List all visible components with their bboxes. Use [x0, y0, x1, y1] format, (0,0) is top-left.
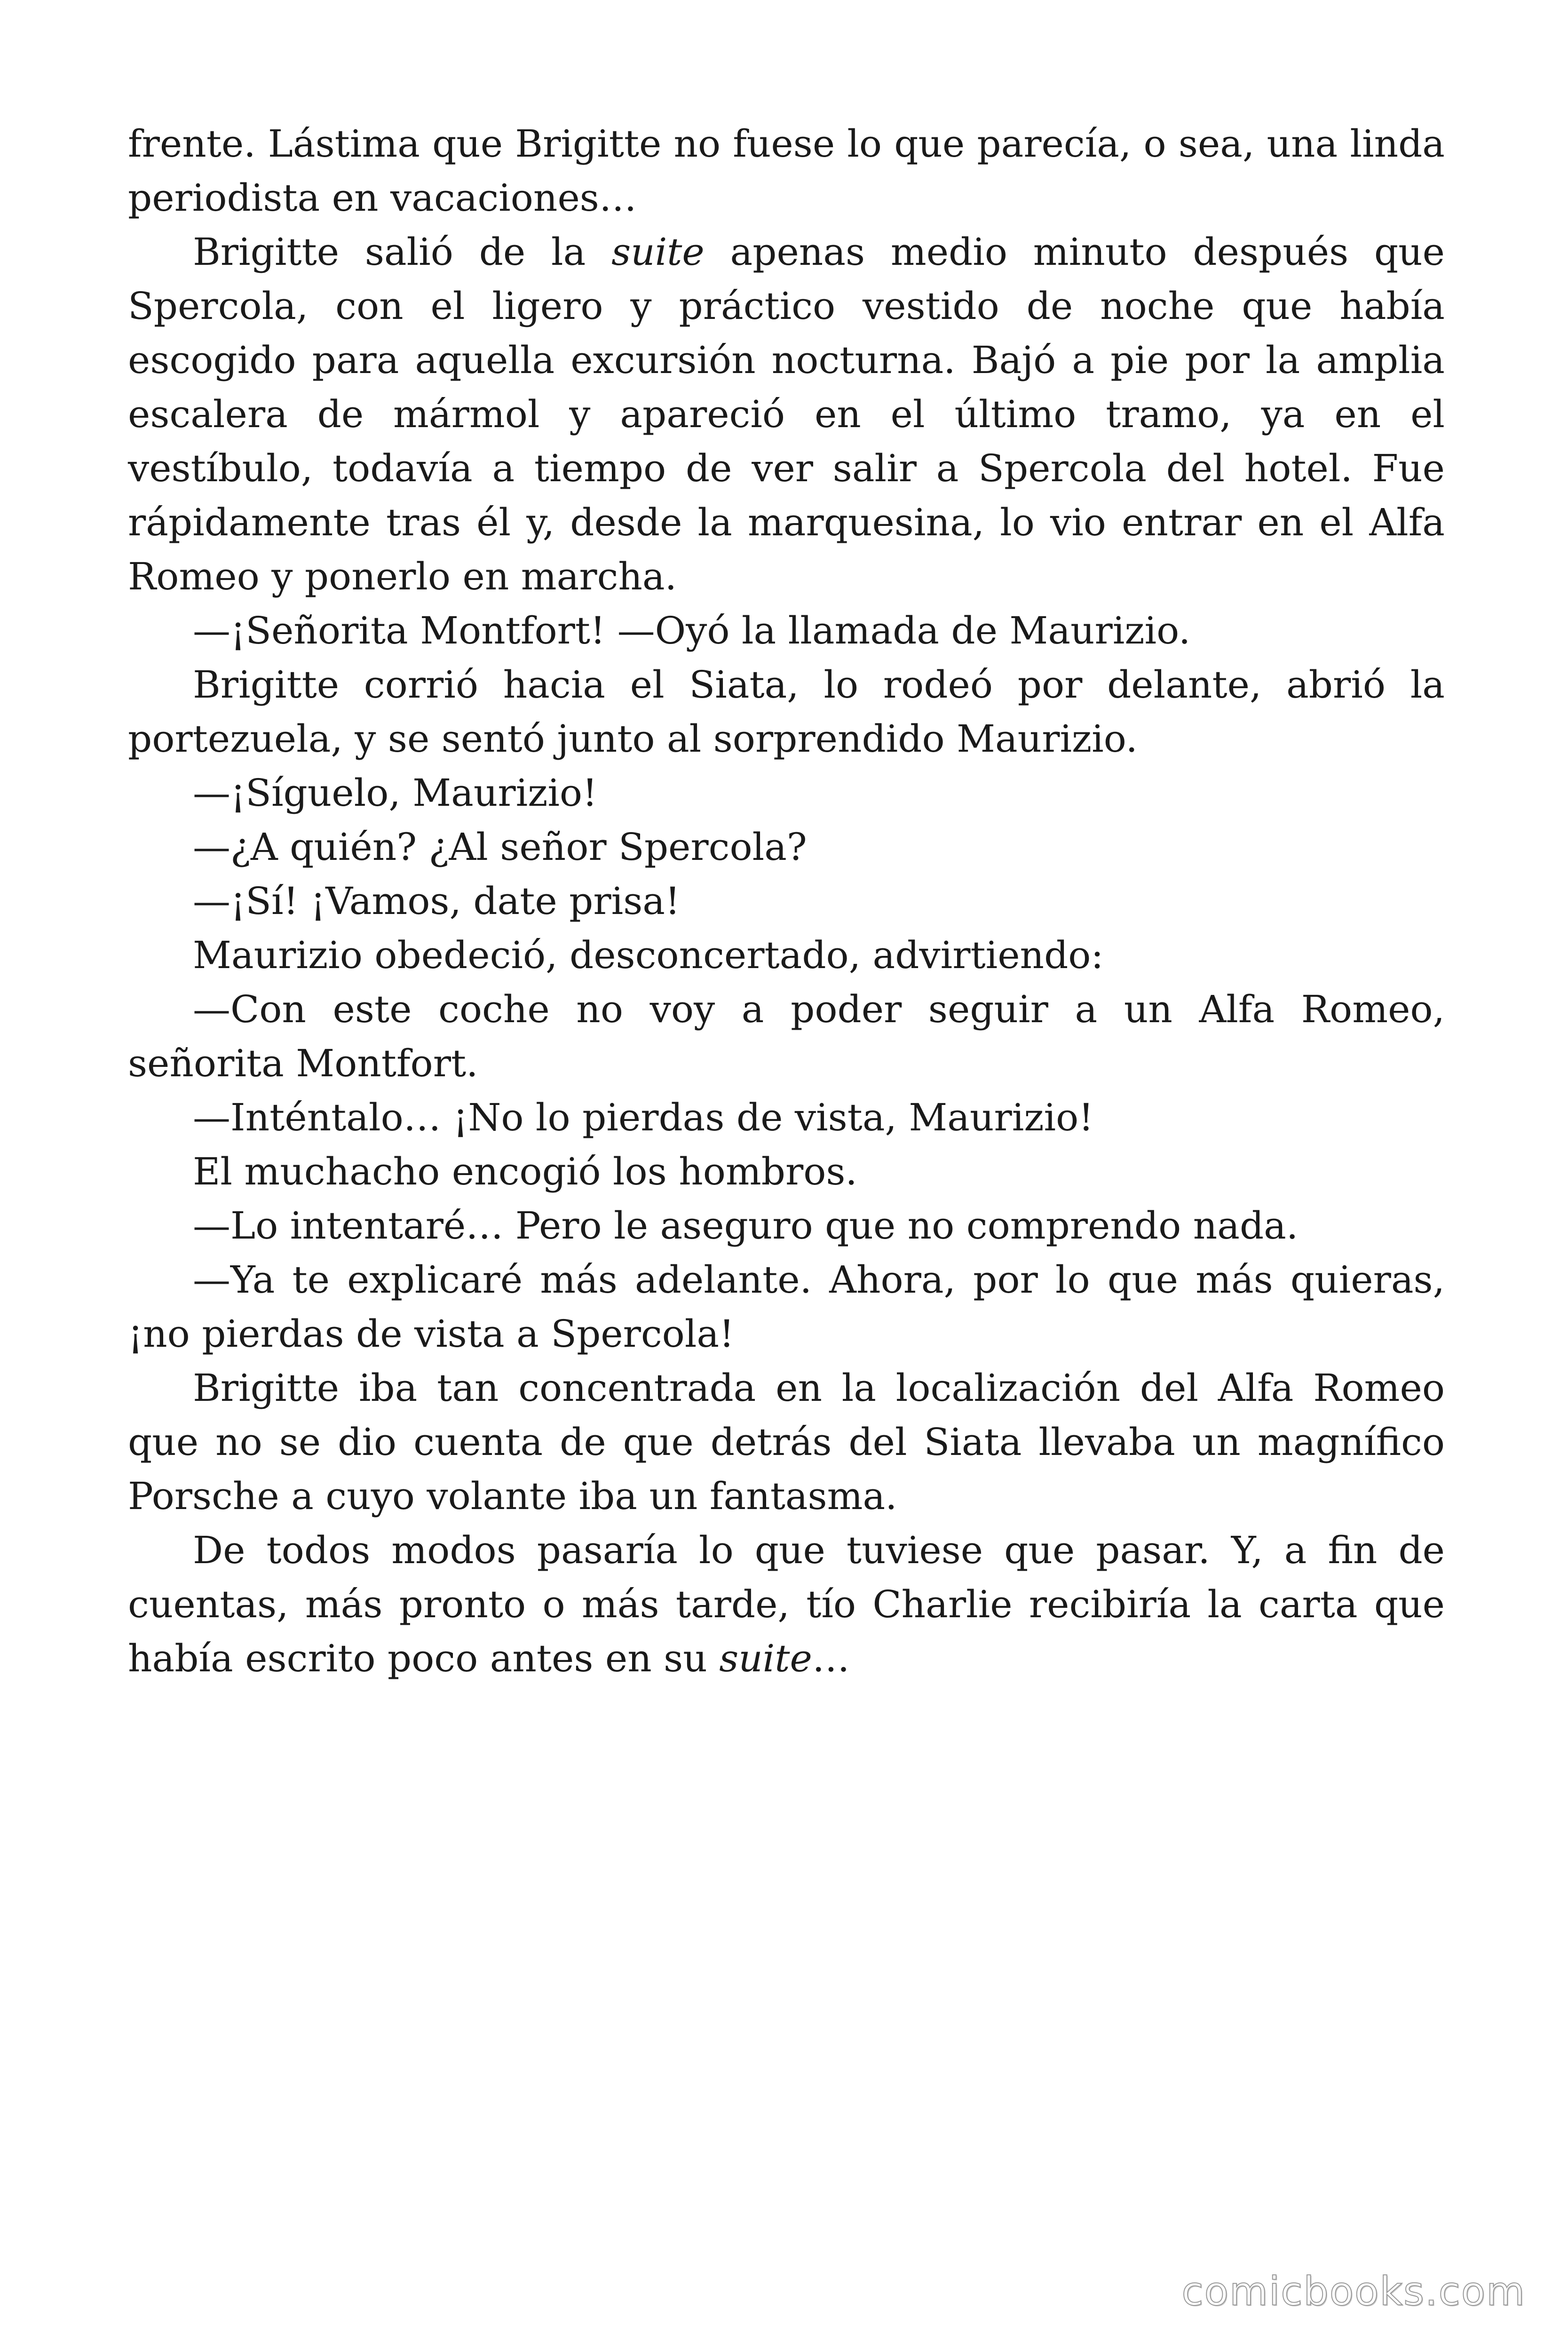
paragraph [128, 928, 1445, 982]
body-text [128, 117, 1445, 1685]
paragraph [128, 1253, 1445, 1361]
text-segment: —Inténtalo… ¡No lo pierdas de vista, Maurizio! [193, 1096, 1094, 1139]
text-segment: —¡Señorita Montfort! —Oyó la llamada de Maurizio. [193, 609, 1191, 652]
text-segment: apenas medio minuto después que Spercola, con el ligero y práctico vestido de noche que había escogido para aquella excursión nocturna. Bajó a pie por la amplia escalera de mármol y apareció en el último tramo, ya en el vestíbulo, todavía a tiempo de ver salir a Spercola del hotel. Fue rápidamente tras él y, desde la marquesina, lo vio entrar en el Alfa Romeo y ponerlo en marcha. [128, 230, 1445, 598]
site-watermark: comicbooks.com [1181, 2268, 1526, 2314]
paragraph [128, 982, 1445, 1090]
paragraph [128, 1199, 1445, 1253]
paragraph [128, 1361, 1445, 1523]
paragraph [128, 117, 1445, 225]
paragraph [128, 1144, 1445, 1199]
text-segment: —¡Síguelo, Maurizio! [193, 771, 598, 815]
text-segment: Brigitte corrió hacia el Siata, lo rodeó por delante, abrió la portezuela, y se sentó junto al sorprendido Maurizio. [128, 663, 1445, 761]
text-segment: —¿A quién? ¿Al señor Spercola? [193, 825, 807, 869]
book-page [128, 117, 1445, 1685]
paragraph [128, 604, 1445, 658]
paragraph [128, 766, 1445, 820]
text-segment: —Ya te explicaré más adelante. Ahora, por lo que más quieras, ¡no pierdas de vista a Spercola! [128, 1258, 1445, 1356]
paragraph [128, 1523, 1445, 1685]
text-segment: Brigitte iba tan concentrada en la localización del Alfa Romeo que no se dio cuenta de que detrás del Siata llevaba un magnífico Porsche a cuyo volante iba un fantasma. [128, 1366, 1445, 1518]
text-segment: frente. Lástima que Brigitte no fuese lo que parecía, o sea, una linda periodista en vacaciones… [128, 122, 1445, 220]
text-segment: —Lo intentaré… Pero le aseguro que no comprendo nada. [193, 1204, 1299, 1248]
text-segment: —Con este coche no voy a poder seguir a un Alfa Romeo, señorita Montfort. [128, 987, 1445, 1085]
italic-text-segment: suite [719, 1637, 812, 1680]
paragraph [128, 658, 1445, 766]
paragraph [128, 820, 1445, 874]
text-segment: —¡Sí! ¡Vamos, date prisa! [193, 879, 681, 923]
text-segment: El muchacho encogió los hombros. [193, 1150, 857, 1193]
text-segment: De todos modos pasaría lo que tuviese que pasar. Y, a fin de cuentas, más pronto o más tarde, tío Charlie recibiría la carta que había escrito poco antes en su [128, 1528, 1445, 1680]
text-segment: Maurizio obedeció, desconcertado, advirtiendo: [193, 933, 1104, 977]
paragraph [128, 874, 1445, 928]
paragraph [128, 225, 1445, 604]
paragraph [128, 1090, 1445, 1144]
text-segment: Brigitte salió de la [193, 230, 612, 274]
italic-text-segment: suite [611, 230, 705, 274]
text-segment: … [812, 1637, 850, 1680]
